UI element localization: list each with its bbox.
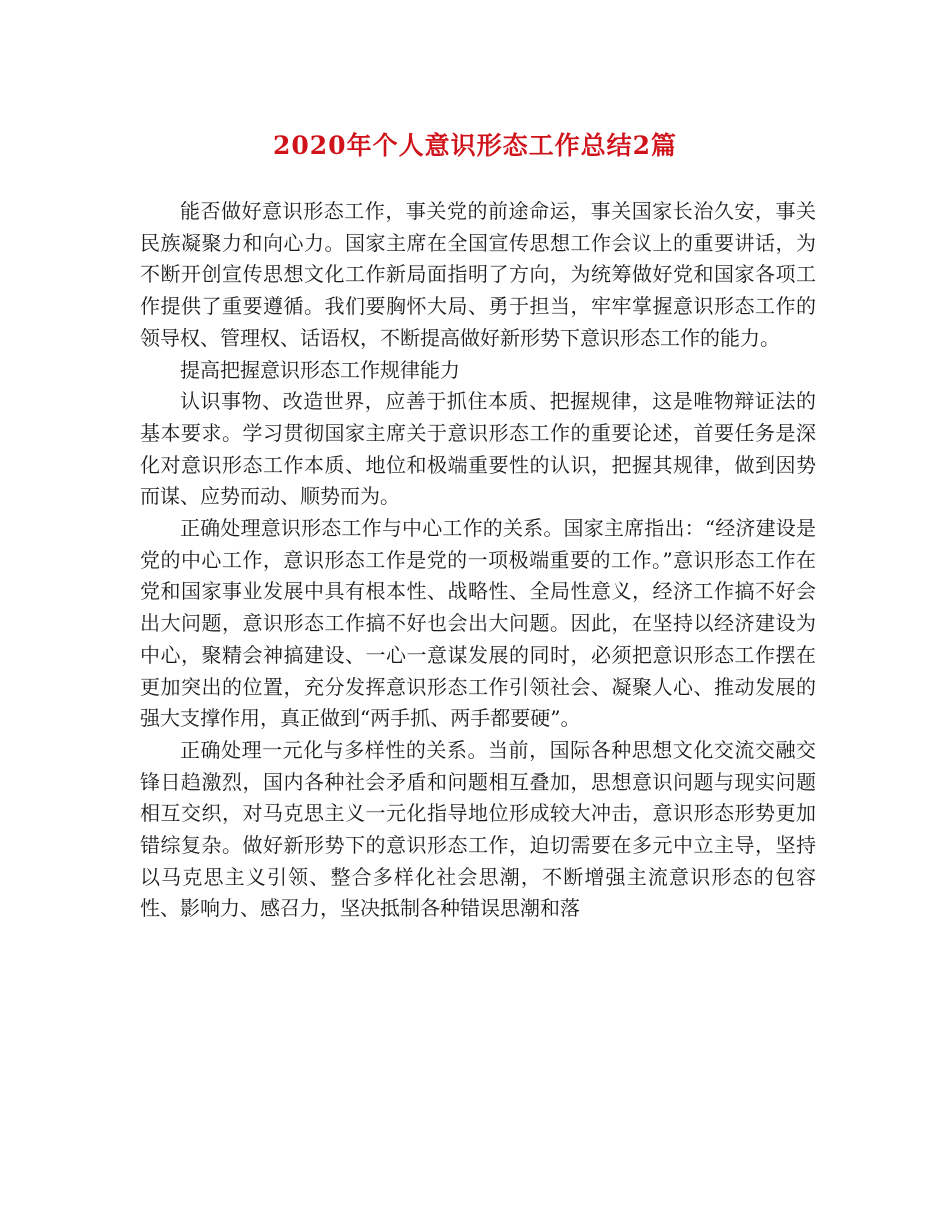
document-body bbox=[140, 196, 816, 925]
paragraph-central-work: 正确处理意识形态工作与中心工作的关系。国家主席指出：“经济建设是党的中心工作，意识形态工作是党的一项极端重要的工作。”意识形态工作在党和国家事业发展中具有根本性、战略性、全局性意义，经济工作搞不好会出大问题，意识形态工作搞不好也会出大问题。因此，在坚持以经济建设为中心，聚精会神搞建设、一心一意谋发展的同时，必须把意识形态工作摆在更加突出的位置，充分发挥意识形态工作引领社会、凝聚人心、推动发展的强大支撑作用，真正做到“两手抓、两手都要硬”。 bbox=[140, 516, 816, 731]
document-title: 2020年个人意识形态工作总结2篇 bbox=[273, 131, 677, 160]
paragraph-intro: 能否做好意识形态工作，事关党的前途命运，事关国家长治久安，事关民族凝聚力和向心力。国家主席在全国宣传思想工作会议上的重要讲话，为不断开创宣传思想文化工作新局面指明了方向，为统筹做好党和国家各项工作提供了重要遵循。我们要胸怀大局、勇于担当，牢牢掌握意识形态工作的领导权、管理权、话语权，不断提高做好新形势下意识形态工作的能力。 bbox=[140, 199, 816, 350]
paragraph-diversity: 正确处理一元化与多样性的关系。当前，国际各种思想文化交流交融交锋日趋激烈，国内各种社会矛盾和问题相互叠加，思想意识问题与现实问题相互交织，对马克思主义一元化指导地位形成较大冲击，意识形态形势更加错综复杂。做好新形势下的意识形态工作，迫切需要在多元中立主导，坚持以马克思主义引领、整合多样化社会思潮，不断增强主流意识形态的包容性、影响力、感召力，坚决抵制各种错误思潮和落 bbox=[140, 737, 816, 921]
paragraph-laws: 认识事物、改造世界，应善于抓住本质、把握规律，这是唯物辩证法的基本要求。学习贯彻国家主席关于意识形态工作的重要论述，首要任务是深化对意识形态工作本质、地位和极端重要性的认识，把握其规律，做到因势而谋、应势而动、顺势而为。 bbox=[140, 389, 816, 509]
section-heading: 提高把握意识形态工作规律能力 bbox=[180, 357, 460, 382]
